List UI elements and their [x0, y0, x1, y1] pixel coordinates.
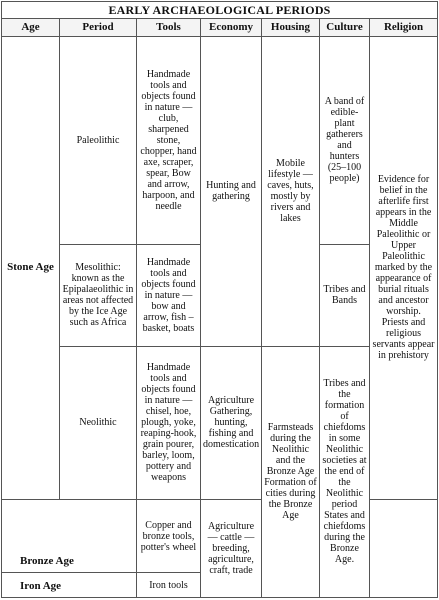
header-tools: Tools	[137, 19, 201, 36]
religion-empty-cell	[370, 500, 438, 598]
economy-hunting-gathering: Hunting and gathering	[201, 36, 262, 346]
header-housing: Housing	[262, 19, 320, 36]
culture-tribes-bands: Tribes and Bands	[320, 244, 370, 346]
economy-agriculture-gathering: Agriculture Gathering, hunting, fishing and domestication	[201, 346, 262, 499]
housing-farmsteads: Farmsteads during the Neolithic and the Bronze Age Formation of cities during the Bronze Age	[262, 346, 320, 597]
header-culture: Culture	[320, 19, 370, 36]
header-age: Age	[2, 19, 60, 36]
economy-agriculture-cattle: Agriculture — cattle — breeding, agriculture, craft, trade	[201, 500, 262, 598]
religion-afterlife: Evidence for belief in the afterlife first appears in the Middle Paleolithic or Upper Paleolithic marked by the appearance of burial rituals and ancestor worship. Priests and religious servants appear in prehistory	[370, 36, 438, 499]
age-bronze-age: Bronze Age	[2, 500, 137, 573]
tools-neolithic: Handmade tools and objects found in nature — chisel, hoe, plough, yoke, reaping-hook, grain pourer, barley, loom, pottery and weapons	[137, 346, 201, 499]
age-stone-age: Stone Age	[2, 36, 60, 499]
header-period: Period	[60, 19, 137, 36]
period-mesolithic: Mesolithic: known as the Epipalaeolithic in areas not affected by the Ice Age such as Africa	[60, 244, 137, 346]
tools-bronze-age: Copper and bronze tools, potter's wheel	[137, 500, 201, 573]
period-paleolithic: Paleolithic	[60, 36, 137, 244]
age-iron-age: Iron Age	[2, 573, 137, 598]
archaeological-periods-table	[1, 1, 438, 598]
culture-band: A band of edible-plant gatherers and hunters (25–100 people)	[320, 36, 370, 244]
tools-iron-age: Iron tools	[137, 573, 201, 598]
culture-chiefdoms: Tribes and the formation of chiefdoms in some Neolithic societies at the end of the Neolithic period States and chiefdoms during the Bronze Age.	[320, 346, 370, 597]
housing-mobile-lifestyle: Mobile lifestyle — caves, huts, mostly by rivers and lakes	[262, 36, 320, 346]
period-neolithic: Neolithic	[60, 346, 137, 499]
header-economy: Economy	[201, 19, 262, 36]
header-religion: Religion	[370, 19, 438, 36]
tools-paleolithic: Handmade tools and objects found in nature — club, sharpened stone, chopper, hand axe, scraper, spear, Bow and arrow, harpoon, and needle	[137, 36, 201, 244]
table-title: EARLY ARCHAEOLOGICAL PERIODS	[2, 2, 438, 19]
tools-mesolithic: Handmade tools and objects found in nature — bow and arrow, fish – basket, boats	[137, 244, 201, 346]
